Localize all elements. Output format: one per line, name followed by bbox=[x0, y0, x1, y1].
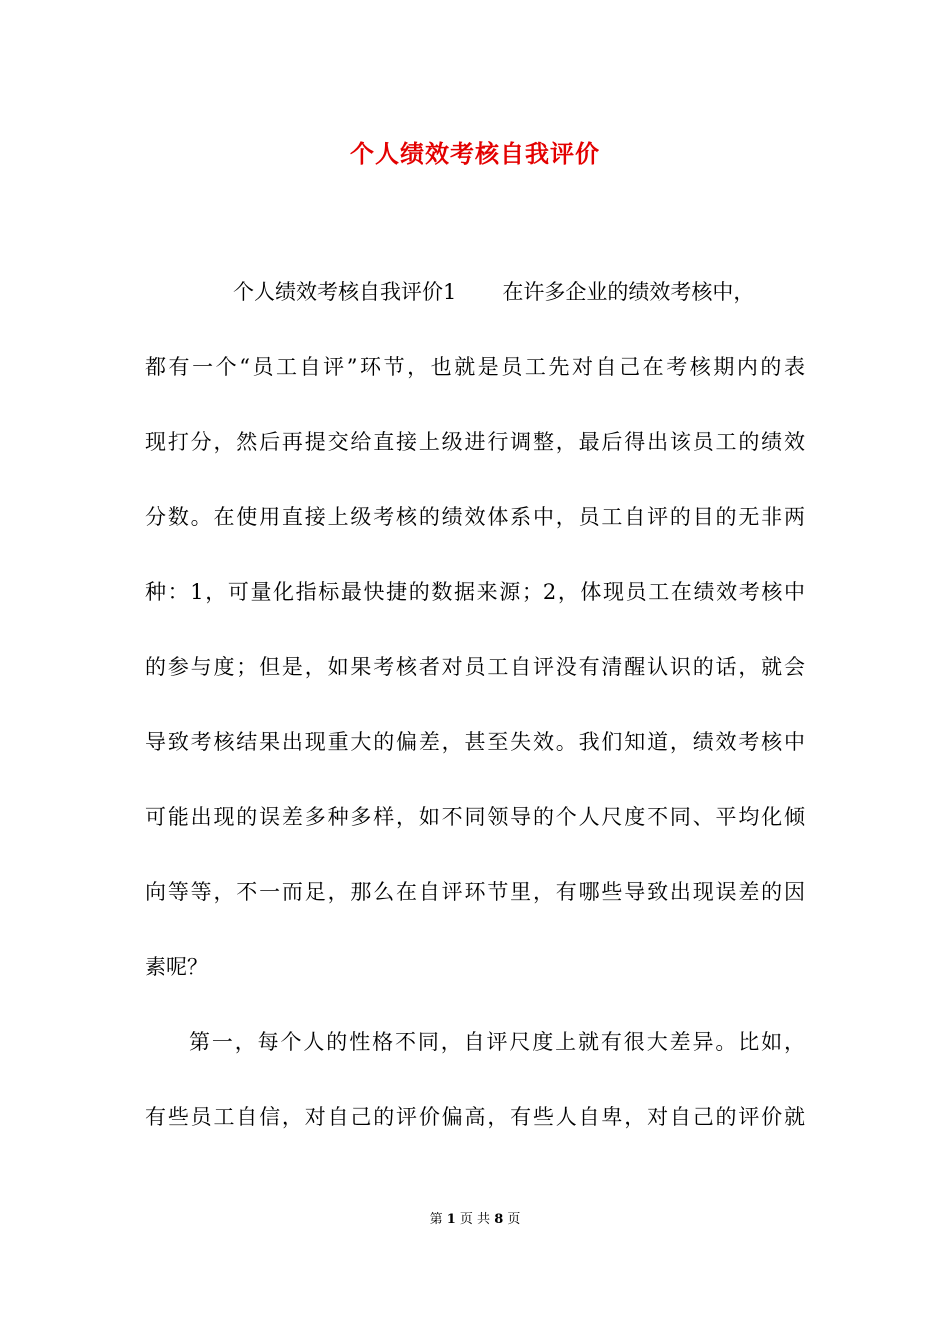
text-line: 都有一个“员工自评”环节，也就是员工先对自己在考核期内的表 bbox=[145, 355, 805, 379]
section-heading: 个人绩效考核自我评价1 bbox=[233, 280, 457, 304]
text-line: 种：1，可量化指标最快捷的数据来源；2，体现员工在绩效考核中 bbox=[145, 580, 805, 604]
footer-suffix: 页 bbox=[507, 1212, 521, 1227]
first-line bbox=[145, 268, 805, 343]
text-line: 现打分，然后再提交给直接上级进行调整，最后得出该员工的绩效 bbox=[145, 430, 805, 454]
text-line: 导致考核结果出现重大的偏差，甚至失效。我们知道，绩效考核中 bbox=[145, 730, 805, 754]
footer-prefix: 第 bbox=[429, 1212, 443, 1227]
current-page-number: 1 bbox=[446, 1212, 456, 1227]
text-line: 有些员工自信，对自己的评价偏高，有些人自卑，对自己的评价就 bbox=[145, 1105, 805, 1129]
first-line-text: 在许多企业的绩效考核中， bbox=[502, 280, 755, 304]
text-line: 的参与度；但是，如果考核者对员工自评没有清醒认识的话，就会 bbox=[145, 655, 805, 679]
text-line: 可能出现的误差多种多样，如不同领导的个人尺度不同、平均化倾 bbox=[145, 805, 805, 829]
total-pages-number: 8 bbox=[494, 1212, 504, 1227]
text-line: 向等等，不一而足，那么在自评环节里，有哪些导致出现误差的因 bbox=[145, 880, 805, 904]
text-line: 第一，每个人的性格不同，自评尺度上就有很大差异。比如， bbox=[189, 1030, 805, 1054]
document-body bbox=[145, 268, 805, 1168]
footer-middle: 页 共 bbox=[459, 1212, 491, 1227]
page-footer bbox=[0, 1208, 950, 1227]
text-line: 分数。在使用直接上级考核的绩效体系中，员工自评的目的无非两 bbox=[145, 505, 805, 529]
text-line: 素呢？ bbox=[145, 955, 208, 979]
document-title: 个人绩效考核自我评价 bbox=[350, 139, 600, 168]
